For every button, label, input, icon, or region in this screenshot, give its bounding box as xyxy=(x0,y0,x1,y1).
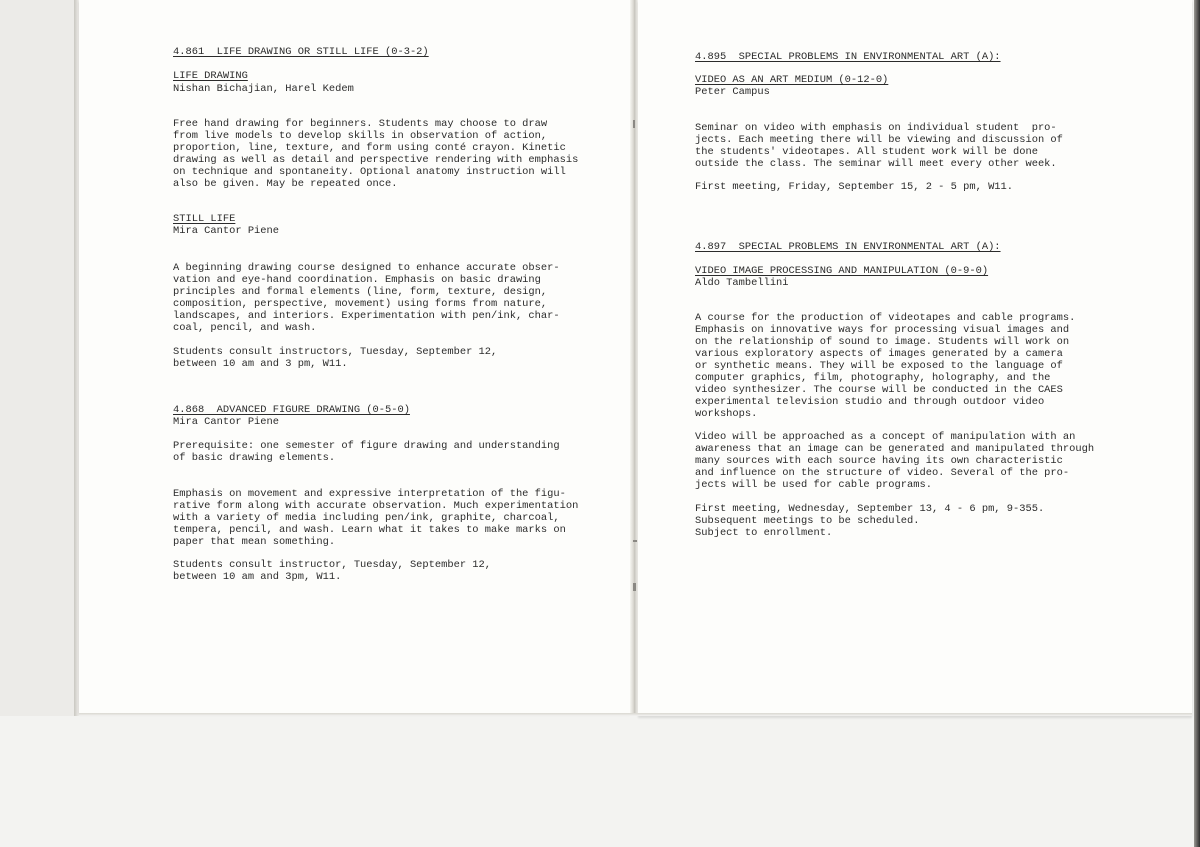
meeting-4895: First meeting, Friday, September 15, 2 - 5 pm, W11. xyxy=(695,181,1014,193)
description2-4897: Video will be approached as a concept of manipulation with an awareness that an image can be generated and manipulated through many sources with each source having its own characteristic and influence on the structure of video. Several of the pro- jects will be used for cable programs. xyxy=(695,431,1095,491)
page-bottom-edge xyxy=(79,713,1192,716)
description-life-drawing: Free hand drawing for beginners. Students may choose to draw from live models to develop skills in observation of action, proportion, line, texture, and form using conté crayon. Kinetic drawing as well as detail and perspective rendering with emphasis on technique and spontaneity. Optional anatomy instruction will also be given. May be repeated once. xyxy=(173,118,579,190)
scan-background-left xyxy=(0,0,78,716)
instructor-4868: Mira Cantor Piene xyxy=(173,416,280,428)
consult-4868: Students consult instructor, Tuesday, September 12, between 10 am and 3pm, W11. xyxy=(173,559,492,583)
course-subtitle-4895: VIDEO AS AN ART MEDIUM (0-12-0) xyxy=(695,74,889,86)
section-title-life-drawing: LIFE DRAWING xyxy=(173,70,248,82)
section-title-still-life: STILL LIFE xyxy=(173,213,236,225)
instructor-still-life: Mira Cantor Piene xyxy=(173,225,280,237)
instructor-4895: Peter Campus xyxy=(695,86,770,98)
scan-edge-right xyxy=(1194,0,1200,847)
description-still-life: A beginning drawing course designed to enhance accurate obser- vation and eye-hand coordination. Emphasis on basic drawing principles and formal elements (line, form, texture, design, composition, perspective, movement) using forms from nature, landscapes, and interiors. Experimentation with pen/ink, char- coal, pencil, and wash. xyxy=(173,262,560,334)
book-gutter xyxy=(630,0,638,716)
instructors-life-drawing: Nishan Bichajian, Harel Kedem xyxy=(173,83,354,95)
description-4868: Emphasis on movement and expressive interpretation of the figu- rative form along with accurate observation. Much experimentation with a variety of media including pen/ink, graphite, charcoal, tempera, pencil, and wash. Learn what it takes to make marks on paper that mean something. xyxy=(173,488,579,548)
course-subtitle-4897: VIDEO IMAGE PROCESSING AND MANIPULATION (0-9-0) xyxy=(695,265,989,277)
meeting-4897: First meeting, Wednesday, September 13, 4 - 6 pm, 9-355. Subsequent meetings to be scheduled. Subject to enrollment. xyxy=(695,503,1045,539)
instructor-4897: Aldo Tambellini xyxy=(695,277,789,289)
prerequisite-4868: Prerequisite: one semester of figure drawing and understanding of basic drawing elements. xyxy=(173,440,560,464)
scan-mark xyxy=(633,540,637,542)
description-4897: A course for the production of videotapes and cable programs. Emphasis on innovative ways for processing visual images and on the relationship of sound to image. Students will work on various exploratory aspects of images generated by a camera or synthetic means. They will be exposed to the language of computer graphics, film, photography, holography, and the video synthesizer. The course will be conducted in the CAES experimental television studio and through outdoor video workshops. xyxy=(695,312,1076,420)
consult-4861: Students consult instructors, Tuesday, September 12, between 10 am and 3 pm, W11. xyxy=(173,346,498,370)
description-4895: Seminar on video with emphasis on individual student pro- jects. Each meeting there will be viewing and discussion of the students' videotapes. All student work will be done outside the class. The seminar will meet every other week. xyxy=(695,122,1063,170)
course-heading-4897: 4.897 SPECIAL PROBLEMS IN ENVIRONMENTAL ART (A): xyxy=(695,241,1001,253)
course-heading-4868: 4.868 ADVANCED FIGURE DRAWING (0-5-0) xyxy=(173,404,410,416)
scan-mark xyxy=(633,583,636,591)
scan-mark xyxy=(633,120,635,128)
course-heading-4895: 4.895 SPECIAL PROBLEMS IN ENVIRONMENTAL ART (A): xyxy=(695,51,1001,63)
course-heading-4861: 4.861 LIFE DRAWING OR STILL LIFE (0-3-2) xyxy=(173,46,429,58)
